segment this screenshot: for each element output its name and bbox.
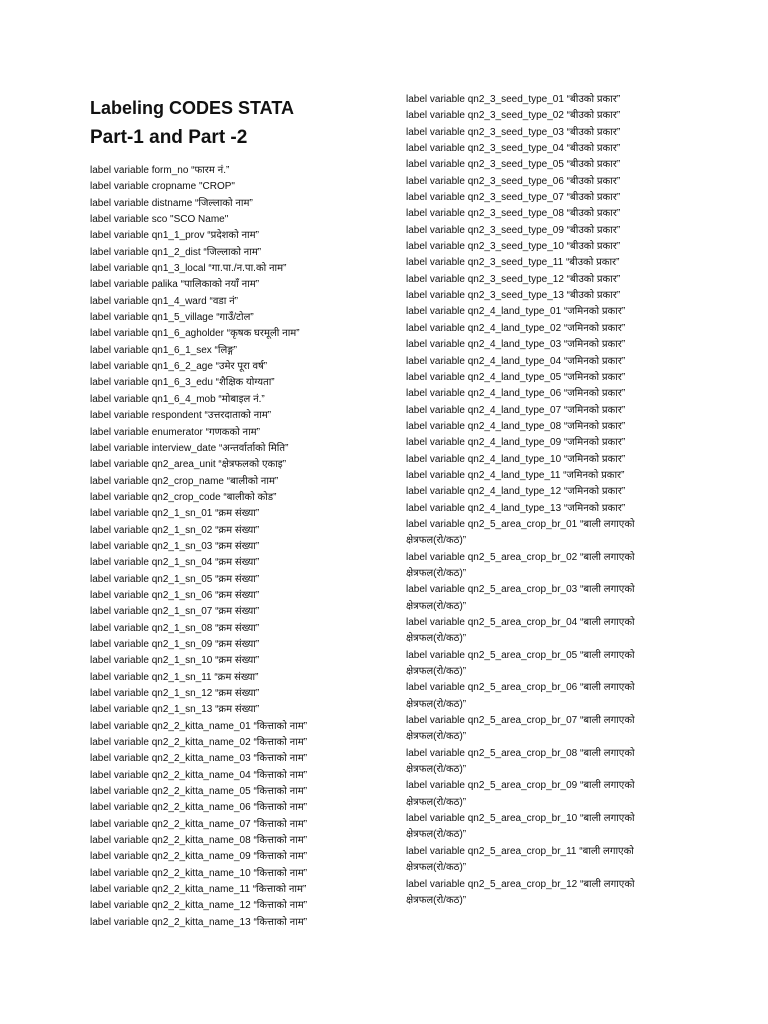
label-line: label variable qn2_5_area_crop_br_01 “बाली लगाएको क्षेत्रफल(रो/कठ)” <box>406 518 635 547</box>
label-line: label variable qn2_1_sn_09 “क्रम संख्या” <box>90 638 260 650</box>
label-line: label variable qn2_5_area_crop_br_08 “बाली लगाएको क्षेत्रफल(रो/कठ)” <box>406 747 635 776</box>
document-title: Labeling CODES STATA <box>90 98 295 118</box>
label-line: label variable qn2_2_kitta_name_10 “कित्ताको नाम” <box>90 867 308 879</box>
right-wrapped-label-list <box>406 517 706 909</box>
label-line: label variable qn1_6_2_age “उमेर पूरा वर्ष” <box>90 361 268 373</box>
label-line: label variable qn2_3_seed_type_10 “बीउको प्रकार” <box>406 241 621 253</box>
label-line: label variable qn2_3_seed_type_08 “बीउको प्रकार” <box>406 208 621 220</box>
label-line: label variable qn2_2_kitta_name_02 “कित्ताको नाम” <box>90 737 308 749</box>
label-line: label variable qn2_3_seed_type_05 “बीउको प्रकार” <box>406 159 621 171</box>
label-line: label variable qn2_4_land_type_04 “जमिनको प्रकार” <box>406 355 626 367</box>
label-line: label variable palika “पालिकाको नयाँ नाम” <box>90 279 260 291</box>
label-line: label variable qn2_4_land_type_06 “जमिनको प्रकार” <box>406 388 626 400</box>
label-line: label variable qn2_4_land_type_09 “जमिनको प्रकार” <box>406 437 626 449</box>
label-line: label variable qn2_crop_name “बालीको नाम” <box>90 475 279 487</box>
label-line: label variable distname “जिल्लाको नाम” <box>90 197 253 209</box>
label-line: label variable qn2_area_unit “क्षेत्रफलको एकाइ” <box>90 459 287 471</box>
label-line: label variable qn2_1_sn_11 “क्रम संख्या” <box>90 671 259 683</box>
label-line: label variable qn2_4_land_type_13 “जमिनको प्रकार” <box>406 502 626 514</box>
label-line: label variable interview_date “अन्तर्वार्ताको मिति” <box>90 442 289 454</box>
label-line: label variable qn2_2_kitta_name_12 “कित्ताको नाम” <box>90 900 308 912</box>
label-line: label variable qn2_2_kitta_name_01 “कित्ताको नाम” <box>90 720 308 732</box>
label-line: label variable qn2_3_seed_type_03 “बीउको प्रकार” <box>406 126 621 138</box>
label-line: label variable qn2_5_area_crop_br_12 “बाली लगाएको क्षेत्रफल(रो/कठ)” <box>406 878 635 906</box>
label-line: label variable qn2_2_kitta_name_04 “कित्ताको नाम” <box>90 769 308 781</box>
label-line: label variable qn1_5_village “गाउँ/टोल” <box>90 312 254 324</box>
label-line: label variable qn2_2_kitta_name_03 “कित्ताको नाम” <box>90 753 308 765</box>
label-line: label variable qn1_3_local “गा.पा./न.पा.को नाम” <box>90 263 287 275</box>
label-line: label variable qn2_4_land_type_02 “जमिनको प्रकार” <box>406 322 626 334</box>
label-line: label variable qn2_5_area_crop_br_11 “बाली लगाएको क्षेत्रफल(रो/कठ)” <box>406 845 634 874</box>
label-line: label variable qn2_4_land_type_08 “जमिनको प्रकार” <box>406 420 626 432</box>
label-line: label variable cropname "CROP" <box>90 181 235 193</box>
label-line: label variable qn2_5_area_crop_br_06 “बाली लगाएको क्षेत्रफल(रो/कठ)” <box>406 682 635 710</box>
label-line: label variable qn1_6_3_edu “शैक्षिक योग्यता” <box>90 377 275 389</box>
right-column <box>406 92 706 909</box>
label-line: label variable qn2_1_sn_02 “क्रम संख्या” <box>90 524 260 536</box>
label-line: label variable qn2_4_land_type_03 “जमिनको प्रकार” <box>406 339 626 351</box>
label-line: label variable qn1_6_1_sex “लिङ्ग” <box>90 344 237 356</box>
label-line: label variable qn2_2_kitta_name_08 “कित्ताको नाम” <box>90 835 308 847</box>
label-line: label variable qn2_3_seed_type_04 “बीउको प्रकार” <box>406 143 621 155</box>
label-line: label variable qn2_5_area_crop_br_04 “बाली लगाएको क्षेत्रफल(रो/कठ)” <box>406 617 635 645</box>
label-line: label variable form_no “फारम नं.” <box>90 165 230 176</box>
label-line: label variable qn2_3_seed_type_02 “बीउको प्रकार” <box>406 110 621 122</box>
label-line: label variable qn2_5_area_crop_br_02 “बाली लगाएको क्षेत्रफल(रो/कठ)” <box>406 551 635 579</box>
label-line: label variable qn2_1_sn_05 “क्रम संख्या” <box>90 573 260 585</box>
label-line: label variable qn2_4_land_type_05 “जमिनको प्रकार” <box>406 371 626 383</box>
label-line: label variable qn1_2_dist “जिल्लाको नाम” <box>90 246 262 258</box>
label-line: label variable qn2_2_kitta_name_13 “कित्ताको नाम” <box>90 916 308 928</box>
label-line: label variable qn2_2_kitta_name_11 “कित्ताको नाम” <box>90 884 307 896</box>
label-line: label variable qn2_2_kitta_name_07 “कित्ताको नाम” <box>90 818 308 830</box>
label-line: label variable sco "SCO Name" <box>90 214 229 226</box>
label-line: label variable qn2_3_seed_type_06 “बीउको प्रकार” <box>406 175 621 187</box>
label-line: label variable qn1_6_4_mob “मोबाइल नं.” <box>90 393 265 405</box>
label-line: label variable qn2_crop_code “बालीको कोड” <box>90 491 277 503</box>
label-line: label variable qn2_4_land_type_10 “जमिनको प्रकार” <box>406 453 626 465</box>
label-line: label variable qn2_1_sn_04 “क्रम संख्या” <box>90 557 260 569</box>
label-line: label variable qn2_1_sn_07 “क्रम संख्या” <box>90 606 260 618</box>
label-line: label variable qn2_3_seed_type_09 “बीउको प्रकार” <box>406 224 621 236</box>
label-line: label variable qn2_2_kitta_name_06 “कित्ताको नाम” <box>90 802 308 814</box>
label-line: label variable qn2_1_sn_12 “क्रम संख्या” <box>90 688 260 699</box>
label-line: label variable qn2_5_area_crop_br_07 “बाली लगाएको क्षेत्रफल(रो/कठ)” <box>406 715 635 743</box>
document-subtitle: Part-1 and Part -2 <box>90 127 248 148</box>
label-line: label variable qn2_2_kitta_name_05 “कित्ताको नाम” <box>90 786 308 798</box>
label-line: label variable qn2_1_sn_13 “क्रम संख्या” <box>90 704 260 716</box>
label-line: label variable respondent “उत्तरदाताको नाम” <box>90 410 272 422</box>
label-line: label variable qn2_1_sn_06 “क्रम संख्या” <box>90 589 260 601</box>
label-line: label variable qn2_5_area_crop_br_09 “बाली लगाएको क्षेत्रफल(रो/कठ)” <box>406 780 635 808</box>
label-line: label variable qn2_3_seed_type_13 “बीउको प्रकार” <box>406 290 621 302</box>
label-line: label variable qn1_1_prov “प्रदेशको नाम” <box>90 230 259 242</box>
label-line: label variable qn2_1_sn_01 “क्रम संख्या” <box>90 508 260 520</box>
left-label-list <box>90 163 390 931</box>
label-line: label variable qn2_1_sn_10 “क्रम संख्या” <box>90 655 260 667</box>
label-line: label variable qn2_3_seed_type_12 “बीउको प्रकार” <box>406 273 621 285</box>
label-line: label variable qn2_3_seed_type_01 “बीउको प्रकार” <box>406 94 621 105</box>
label-line: label variable qn2_4_land_type_12 “जमिनको प्रकार” <box>406 486 626 498</box>
label-line: label variable qn2_3_seed_type_07 “बीउको प्रकार” <box>406 192 621 204</box>
label-line: label variable qn2_4_land_type_01 “जमिनको प्रकार” <box>406 306 626 318</box>
label-line: label variable qn2_1_sn_03 “क्रम संख्या” <box>90 540 260 552</box>
label-line: label variable qn2_4_land_type_07 “जमिनको प्रकार” <box>406 404 626 416</box>
label-line: label variable qn1_6_agholder “कृषक घरमूली नाम” <box>90 328 300 340</box>
label-line: label variable qn2_5_area_crop_br_05 “बाली लगाएको क्षेत्रफल(रो/कठ)” <box>406 649 635 678</box>
label-line: label variable qn1_4_ward “वडा नं” <box>90 295 239 307</box>
label-line: label variable qn2_5_area_crop_br_10 “बाली लगाएको क्षेत्रफल(रो/कठ)” <box>406 813 635 841</box>
label-line: label variable qn2_4_land_type_11 “जमिनको प्रकार” <box>406 469 625 481</box>
left-column <box>90 95 390 931</box>
label-line: label variable enumerator “गणकको नाम” <box>90 426 260 438</box>
label-line: label variable qn2_2_kitta_name_09 “कित्ताको नाम” <box>90 851 308 863</box>
label-line: label variable qn2_3_seed_type_11 “बीउको प्रकार” <box>406 257 620 269</box>
label-line: label variable qn2_1_sn_08 “क्रम संख्या” <box>90 622 260 634</box>
label-line: label variable qn2_5_area_crop_br_03 “बाली लगाएको क्षेत्रफल(रो/कठ)” <box>406 584 635 612</box>
right-label-list <box>406 92 706 517</box>
